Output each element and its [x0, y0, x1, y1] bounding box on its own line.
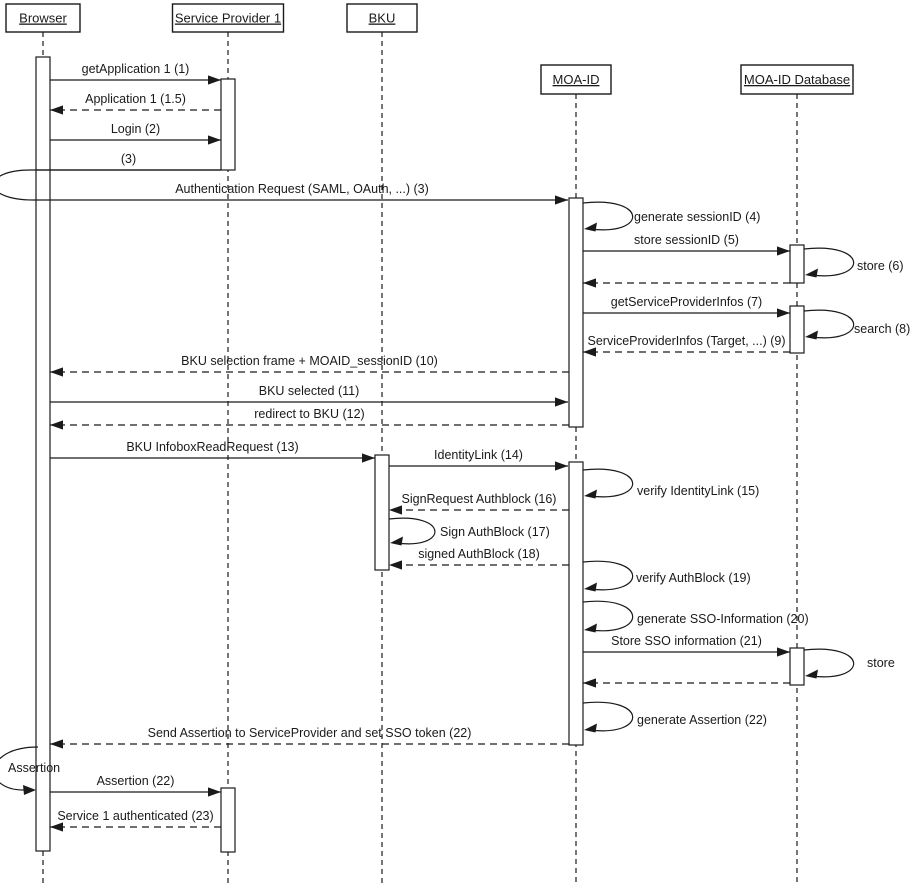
self-call-label: generate SSO-Information (20): [637, 612, 809, 626]
redirect-loop-label: Assertion: [8, 761, 61, 775]
activation-bar-moaid: [569, 462, 583, 745]
self-call-label: store: [867, 656, 895, 670]
message-label: Assertion (22): [96, 774, 175, 788]
message-label: redirect to BKU (12): [254, 407, 365, 421]
message-label: Store SSO information (21): [611, 634, 762, 648]
message-label: ServiceProviderInfos (Target, ...) (9): [587, 334, 786, 348]
message-label: Authentication Request (SAML, OAuth, ...) (3): [175, 182, 429, 196]
message-label: Application 1 (1.5): [85, 92, 186, 106]
message-label: BKU selected (11): [258, 384, 360, 398]
self-call-label: verify IdentityLink (15): [637, 484, 760, 498]
message-label: Service 1 authenticated (23): [57, 809, 214, 823]
actor-label-moaid: MOA-ID: [552, 72, 600, 87]
message-label: SignRequest Authblock (16): [401, 492, 557, 506]
message-label: IdentityLink (14): [434, 448, 523, 462]
activation-bar-browser: [36, 57, 50, 851]
actor-label-db: MOA-ID Database: [743, 72, 851, 87]
self-call-label: generate sessionID (4): [634, 210, 761, 224]
message-label: signed AuthBlock (18): [418, 547, 540, 561]
message-label: Send Assertion to ServiceProvider and set SSO token (22): [147, 726, 472, 740]
message-label: BKU InfoboxReadRequest (13): [126, 440, 299, 454]
message-label: BKU selection frame + MOAID_sessionID (10): [181, 354, 438, 368]
activation-bar-moaid: [569, 198, 583, 427]
activation-bar-db: [790, 306, 804, 353]
actor-label-browser: Browser: [19, 10, 67, 26]
activation-bar-sp1: [221, 788, 235, 852]
message-label: (3): [120, 152, 137, 166]
self-call-label: verify AuthBlock (19): [636, 571, 751, 585]
message-label: getApplication 1 (1): [81, 62, 190, 76]
message-label: store sessionID (5): [634, 233, 739, 247]
activation-bar-bku: [375, 455, 389, 570]
self-call-label: store (6): [857, 259, 904, 273]
actor-label-sp1: Service Provider 1: [174, 10, 282, 26]
self-call-label: generate Assertion (22): [637, 713, 767, 727]
actor-label-bku: BKU: [368, 10, 396, 26]
self-call-label: search (8): [854, 322, 911, 336]
activation-bar-db: [790, 245, 804, 283]
message-label: getServiceProviderInfos (7): [610, 295, 763, 309]
self-call-label: Sign AuthBlock (17): [440, 525, 550, 539]
activation-bar-db: [790, 648, 804, 685]
message-label: Login (2): [110, 122, 161, 136]
activation-bar-sp1: [221, 79, 235, 170]
